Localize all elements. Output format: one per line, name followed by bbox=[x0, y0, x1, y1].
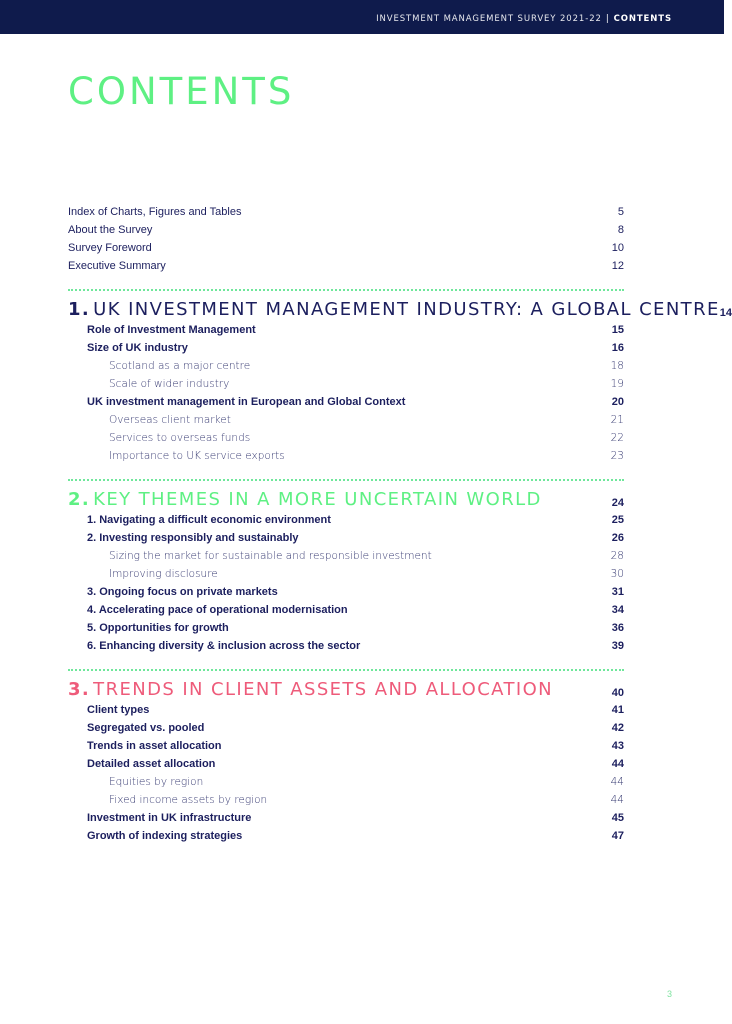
toc-entry-label: 4. Accelerating pace of operational modernisation bbox=[87, 604, 348, 616]
toc-entry-page: 19 bbox=[610, 378, 624, 390]
section-number: 1. bbox=[68, 299, 91, 320]
toc-entry-label: Size of UK industry bbox=[87, 342, 188, 354]
toc-entry-page: 42 bbox=[611, 722, 624, 734]
toc-entry[interactable] bbox=[87, 601, 624, 619]
toc-entry-label: 6. Enhancing diversity & inclusion across the sector bbox=[87, 640, 361, 652]
section-heading[interactable] bbox=[68, 677, 624, 701]
toc-entry-label: Investment in UK infrastructure bbox=[87, 812, 252, 824]
header-section-name: CONTENTS bbox=[613, 14, 672, 24]
toc-entry-label: 2. Investing responsibly and sustainably bbox=[87, 532, 299, 544]
toc-entry[interactable] bbox=[87, 583, 624, 601]
toc-entry-label: UK investment management in European and Global Context bbox=[87, 396, 406, 408]
section-number: 2. bbox=[68, 489, 91, 510]
toc-entry-page: 47 bbox=[611, 830, 624, 842]
running-header bbox=[376, 14, 672, 24]
header-bar bbox=[0, 0, 724, 34]
toc-entry-label: Scale of wider industry bbox=[109, 378, 230, 390]
toc-entry-page: 15 bbox=[611, 324, 624, 336]
toc-entry-page: 22 bbox=[610, 432, 624, 444]
toc-entry-label: Trends in asset allocation bbox=[87, 740, 222, 752]
publication-title: INVESTMENT MANAGEMENT SURVEY 2021-22 bbox=[376, 14, 602, 24]
toc-entry-label: Detailed asset allocation bbox=[87, 758, 216, 770]
toc-subentry[interactable] bbox=[109, 773, 624, 791]
toc-entry-label: Scotland as a major centre bbox=[109, 360, 251, 372]
toc-entry[interactable] bbox=[87, 737, 624, 755]
section-title bbox=[68, 299, 720, 321]
toc-entry-page: 34 bbox=[611, 604, 624, 616]
toc-entry[interactable] bbox=[87, 637, 624, 655]
toc-entry[interactable] bbox=[87, 619, 624, 637]
toc-entry[interactable] bbox=[68, 203, 624, 221]
toc-entry-page: 25 bbox=[611, 514, 624, 526]
toc-entry-label: 5. Opportunities for growth bbox=[87, 622, 229, 634]
toc-entry-page: 12 bbox=[611, 260, 624, 272]
toc-entry-page: 41 bbox=[611, 704, 624, 716]
toc-entry[interactable] bbox=[87, 719, 624, 737]
toc-entry-page: 26 bbox=[611, 532, 624, 544]
toc-entry-page: 10 bbox=[611, 242, 624, 254]
toc-entry-label: Improving disclosure bbox=[109, 568, 218, 580]
toc-entry-label: Executive Summary bbox=[68, 260, 166, 272]
toc-entry-label: About the Survey bbox=[68, 224, 153, 236]
toc-entry[interactable] bbox=[87, 701, 624, 719]
section-title-text: TRENDS IN CLIENT ASSETS AND ALLOCATION bbox=[93, 679, 554, 700]
toc-entry-label: Role of Investment Management bbox=[87, 324, 256, 336]
toc-subentry[interactable] bbox=[109, 375, 624, 393]
toc-entry-page: 31 bbox=[611, 586, 624, 598]
toc-entry-label: 1. Navigating a difficult economic environment bbox=[87, 514, 331, 526]
toc-entry-label: Segregated vs. pooled bbox=[87, 722, 205, 734]
toc-entry-page: 44 bbox=[610, 794, 624, 806]
toc-subentry[interactable] bbox=[109, 357, 624, 375]
toc-entry-page: 44 bbox=[610, 776, 624, 788]
toc-entry[interactable] bbox=[68, 239, 624, 257]
toc-entry-page: 43 bbox=[611, 740, 624, 752]
section-page: 24 bbox=[611, 497, 624, 509]
toc-entry-page: 21 bbox=[610, 414, 624, 426]
toc-entry[interactable] bbox=[87, 529, 624, 547]
toc-entry-label: Importance to UK service exports bbox=[109, 450, 285, 462]
toc-subentry[interactable] bbox=[109, 411, 624, 429]
page-title: CONTENTS bbox=[68, 70, 295, 113]
header-separator: | bbox=[605, 14, 610, 24]
toc-entry-page: 39 bbox=[611, 640, 624, 652]
section-title bbox=[68, 679, 553, 701]
toc-subentry[interactable] bbox=[109, 447, 624, 465]
toc-entry-page: 18 bbox=[610, 360, 624, 372]
section-heading[interactable] bbox=[68, 487, 624, 511]
toc-entry-label: Index of Charts, Figures and Tables bbox=[68, 206, 242, 218]
toc-entry[interactable] bbox=[87, 809, 624, 827]
toc-entry-label: Growth of indexing strategies bbox=[87, 830, 243, 842]
toc-entry-page: 36 bbox=[611, 622, 624, 634]
page-number: 3 bbox=[666, 989, 672, 999]
section-heading[interactable] bbox=[68, 297, 732, 321]
section-number: 3. bbox=[68, 679, 91, 700]
toc-entry-page: 16 bbox=[611, 342, 624, 354]
toc-entry-page: 5 bbox=[617, 206, 624, 218]
toc-entry-label: Sizing the market for sustainable and responsible investment bbox=[109, 550, 432, 562]
toc-entry[interactable] bbox=[87, 755, 624, 773]
toc-entry[interactable] bbox=[87, 511, 624, 529]
toc-entry-page: 44 bbox=[611, 758, 624, 770]
toc-entry-page: 45 bbox=[611, 812, 624, 824]
toc-subentry[interactable] bbox=[109, 791, 624, 809]
toc-entry[interactable] bbox=[87, 393, 624, 411]
toc-entry[interactable] bbox=[68, 257, 624, 275]
toc-entry-page: 20 bbox=[611, 396, 624, 408]
section-page: 40 bbox=[611, 687, 624, 699]
toc-subentry[interactable] bbox=[109, 565, 624, 583]
toc-entry[interactable] bbox=[68, 221, 624, 239]
toc-entry-label: Client types bbox=[87, 704, 150, 716]
toc-entry[interactable] bbox=[87, 339, 624, 357]
toc-entry-page: 8 bbox=[617, 224, 624, 236]
section-title-text: UK INVESTMENT MANAGEMENT INDUSTRY: A GLOBAL CENTRE bbox=[93, 299, 720, 320]
toc-entry-label: Survey Foreword bbox=[68, 242, 152, 254]
section-divider bbox=[68, 289, 624, 291]
toc-entry-label: Equities by region bbox=[109, 776, 204, 788]
toc-entry-label: Fixed income assets by region bbox=[109, 794, 268, 806]
toc-entry-page: 23 bbox=[610, 450, 624, 462]
toc-entry[interactable] bbox=[87, 321, 624, 339]
section-title bbox=[68, 489, 542, 511]
toc-entry-label: 3. Ongoing focus on private markets bbox=[87, 586, 278, 598]
toc-subentry[interactable] bbox=[109, 429, 624, 447]
toc-entry[interactable] bbox=[87, 827, 624, 845]
section-title-text: KEY THEMES IN A MORE UNCERTAIN WORLD bbox=[93, 489, 542, 510]
toc-entry-page: 30 bbox=[610, 568, 624, 580]
toc-entry-label: Overseas client market bbox=[109, 414, 231, 426]
toc-subentry[interactable] bbox=[109, 547, 624, 565]
section-page: 14 bbox=[719, 307, 732, 319]
toc-entry-page: 28 bbox=[610, 550, 624, 562]
section-divider bbox=[68, 669, 624, 671]
toc-entry-label: Services to overseas funds bbox=[109, 432, 251, 444]
section-divider bbox=[68, 479, 624, 481]
